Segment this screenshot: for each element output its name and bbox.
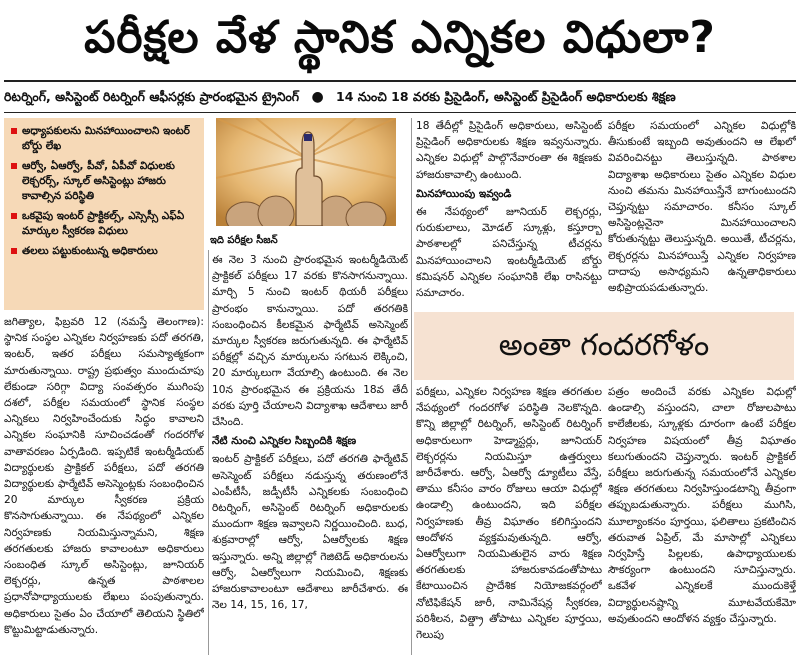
- column-1-body: స్థానిక సంస్థల ఎన్నికల నిర్వహణకు పదో తరగతి, ఇంటర్, ఇతర పరీక్షలు సమస్యాత్మకంగా మారుతున్నాయి. రాష్ట్ర ప్రభుత్వం ముందుచూపు లేకుండా సరిగ్గా విద్యా సంవత్సరం ముగింపు దశలో, పరీక్షల సమయంలో స్థానిక సంస్థల ఎన్నికలు నిర్వహించేందుకు సిద్ధం కావాలని ఎన్నికల సంఘానికి సూచించడంతో గందరగోళ వాతావరణం ఏర్పడింది. ఇప్పటికే ఇంటర్మీడియట్ విద్యార్థులకు ప్రాక్టికల్ పరీక్షలు, పదో తరగతి విద్యార్థులకు ఫార్మేటివ్ అసెస్మెంట్లకు సంబంధించిన 20 మార్కుల స్వీకరణ ప్రక్రియ కొనసాగుతున్నాయి. ఈ నేపథ్యంలో ఎన్నికల నిర్వహణకు నియమిస్తున్నామని, శిక్షణ తరగతులకు హాజరు కావాలంటూ అధికారులు సంబంధిత స్కూల్ అసిస్టెంట్లు, జూనియర్ లెక్చరర్లు, ఉన్నత పాఠశాలల ప్రధానోపాధ్యాయులకు లేఖలు పంపుతున్నారు. అధికారులు సైతం ఏం చేయాలో తెలియని స్థితిలో కొట్టుమిట్టాడుతున్నారు.: [4, 332, 204, 636]
- column-2: [212, 252, 408, 654]
- column-3-subheading: మినహాయింపు ఇవ్వండి: [416, 187, 512, 200]
- feature-right: [608, 384, 796, 654]
- column-2-text2: ఇంటర్ ప్రాక్టికల్ పరీక్షలు, పదో తరగతి ఫార్మేటివ్ అసెస్మెంట్ పరీక్షలు నడుస్తున్న తరుణంలోనే ఎంపీటీసీ, జడ్పీటీసీ ఎన్నికలకు సంబంధించి రిటర్నింగ్, అసిస్టెంట్ రిటర్నింగ్ అధికారులకు ముందుగా శిక్షణ ఇవ్వాలని నిర్ణయించింది. బుధ, శుక్రవారాల్లో ఆర్వో, ఏఆర్వోలకు శిక్షణ ఇస్తున్నారు. అన్ని జిల్లాల్లో గెజిటెడ్ అధికారులను ఆర్వో, ఏఆర్వోలుగా నియమించి, శిక్షణకు హాజరుకావాలంటూ ఆదేశాలు జారీచేశారు. ఈ నెల 14, 15, 16, 17,: [212, 453, 408, 612]
- dateline: జగిత్యాల, ఫిబ్రవరి 12 (నమస్తే తెలంగాణ):: [4, 316, 204, 328]
- highlight-item: తలలు పట్టుకుంటున్న అధికారులు: [10, 244, 198, 259]
- column-3-text2: ఈ నేపథ్యంలో జూనియర్ లెక్చరర్లు, గురుకులాలు, మోడల్ స్కూళ్లు, కస్తూర్బా పాఠశాలల్లో పనిచేస్తున్న టీచర్లను మినహాయించాలని ఇంటర్మీడియెట్ బోర్డు కమిషనర్ ఎన్నికల సంఘానికి లేఖ రాసినట్టు సమాచారం.: [416, 206, 602, 300]
- highlight-item: అధ్యాపకులను మినహాయించాలని ఇంటర్ బోర్డు లేఖ: [10, 124, 198, 154]
- voting-finger-photo: [216, 118, 396, 226]
- bullet-dot-icon: ●: [311, 89, 324, 105]
- subhead-rule: [4, 112, 796, 113]
- column-divider: [411, 118, 412, 655]
- column-3-text1: 18 తేదీల్లో ప్రిసైడింగ్ అధికారులు, అసిస్టెంట్ ప్రిసైడింగ్ అధికారులకు శిక్షణ ఇవ్వనున్నారు. ఎన్నికల విధుల్లో పాల్గొనేవారంతా ఈ శిక్షణకు హాజరుకావాల్సి ఉంటుంది.: [416, 120, 602, 181]
- highlights-box: [4, 118, 204, 310]
- subheadline: [4, 86, 796, 108]
- subhead-left: రిటర్నింగ్, అసిస్టెంట్ రిటర్నింగ్ ఆఫీసర్లకు ప్రారంభమైన ట్రైనింగ్: [4, 89, 300, 104]
- feature-title: అంతా గందరగోళం: [414, 312, 794, 380]
- column-1: [4, 314, 204, 654]
- headline-rule: [4, 80, 796, 82]
- feature-left: [416, 384, 602, 654]
- photo-caption: ఇది పరీక్షల సీజన్: [210, 235, 278, 246]
- headline: పరీక్షల వేళ స్థానిక ఎన్నికల విధులా?: [84, 12, 716, 63]
- column-3: [416, 118, 602, 308]
- column-2-subheading: నేటి నుంచి ఎన్నికల సిబ్బందికి శిక్షణ: [212, 435, 357, 448]
- highlight-item: ఒకవైపు ఇంటర్ ప్రాక్టికల్స్, ఎస్సెస్సీ ఎఫ్ఏ మార్కుల స్వీకరణ విధులు: [10, 209, 198, 239]
- feature-right-text: పత్రం అందించే వరకు ఎన్నికల విధుల్లో ఉండాల్సి వస్తుందని, చాలా రోజులపాటు కాలేజీలకు, స్కూళ్లకు దూరంగా ఉంటే పరీక్షల నిర్వహణ విషయంలో తీవ్ర విఘాతం కలుగుతుందని చెప్తున్నారు. ఇంటర్ ప్రాక్టికల్ పరీక్షలు జరుగుతున్న సమయంలోనే ఎన్నికల శిక్షణ తరగతులు నిర్వహిస్తుండటాన్ని తీవ్రంగా తప్పుబడుతున్నారు. పరీక్షలు ముగిసి, మూల్యాంకనం పూర్తయి, ఫలితాలు ప్రకటించిన తరువాత ఏప్రిల్, మే మాసాల్లో ఎన్నికలు నిర్వహిస్తే పిల్లలకు, ఉపాధ్యాయులకు సౌకర్యంగా ఉంటుందని సూచిస్తున్నారు. ఒకవేళ ఎన్నికలకే ముందుకెళ్తే విద్యార్థులనష్టాన్ని మూటవేయకేమో అవుతుందని ఆందోళన వ్యక్తం చేస్తున్నారు.: [608, 386, 796, 625]
- feature-left-text: పరీక్షలు, ఎన్నికల నిర్వహణ శిక్షణ తరగతుల నేపథ్యంలో గందరగోళ పరిస్థితి నెలకొన్నది. కొన్ని జిల్లాల్లో రిటర్నింగ్, అసిస్టెంట్ రిటర్నింగ్ అధికారులుగా హెడ్మాస్టర్లు, జూనియర్ లెక్చరర్లను నియమిస్తూ ఉత్తర్వులు జారీచేశారు. ఆర్వో, ఏఆర్వో డ్యూటీలు వేస్తే, తాము కనీసం వారం రోజులు ఆయా విధుల్లో ఉండాల్సి ఉంటుందని, ఇది పరీక్షల నిర్వహణకు తీవ్ర విఘాతం కలిగిస్తుందని ఆందోళన వ్యక్తమవుతున్నది. ఆర్వో, ఏఆర్వోలుగా నియమితులైన వారు శిక్షణ తరగతులకు హాజరుకావడంతోపాటు కేటాయించిన ప్రాదేశిక నియోజకవర్గంలో నోటిఫికేషన్ జారీ, నామినేషన్ల స్వీకరణ, పరిశీలన, విత్డ్రా తోపాటు ఎన్నికల పూర్తయి, గెలుపు: [416, 386, 602, 642]
- subhead-right: 14 నుంచి 18 వరకు ప్రిసైడింగ్, అసిస్టెంట్ ప్రిసైడింగ్ అధికారులకు శిక్షణ: [336, 89, 676, 104]
- column-2-text1: ఈ నెల 3 నుంచి ప్రారంభమైన ఇంటర్మీడియెట్ ప్రాక్టికల్ పరీక్షలు 17 వరకు కొనసాగనున్నాయి. మార్చి 5 నుంచి ఇంటర్ థియరీ పరీక్షలు ప్రారంభం కానున్నాయి. పదో తరగతికి సంబంధించిన కీలకమైన ఫార్మేటివ్ అసెస్మెంట్ మార్కుల స్వీకరణ జరుగుతున్నది. ఈ ఫార్మేటివ్ పరీక్షల్లో వచ్చిన మార్కులను సగటున లెక్కించి, 20 మార్కులుగా వేయాల్సి ఉంటుంది. ఈ నెల 10న ప్రారంభమైన ఈ ప్రక్రియను 18వ తేదీ వరకు పూర్తి చేయాలని విద్యాశాఖ ఆదేశాలు జారీ చేసింది.: [212, 254, 408, 429]
- column-1-text: [4, 314, 204, 638]
- highlight-item: ఆర్వో, ఏఆర్వో, పీవో, ఏపీవో విధులకు లెక్చరర్స్, స్కూల్ అసిస్టెంట్లు హాజరు కావాల్సిన పరిస్థితి: [10, 159, 198, 204]
- column-4-text: పరీక్షల సమయంలో ఎన్నికల విధుల్లోకి తీసుకుంటే ఇబ్బంది అవుతుందని ఆ లేఖలో వివరించినట్టు తెలుస్తున్నది. పాఠశాల విద్యాశాఖ అధికారులు సైతం ఎన్నికల విధుల నుంచి తమను మినహాయిస్తేనే బాగుంటుందని చెప్తున్నట్టు సమాచారం. కనీసం స్కూల్ అసిస్టెంట్లనైనా మినహాయించాలని కోరుతున్నట్టు తెలుస్తున్నది. అయితే, టీచర్లను, లెక్చరర్లను మినహాయిస్తే ఎన్నికల నిర్వహణ దాదాపు అసాధ్యమని ఉన్నతాధికారులు అభిప్రాయపడుతున్నారు.: [608, 120, 796, 295]
- column-4: [608, 118, 796, 308]
- column-divider: [208, 250, 209, 655]
